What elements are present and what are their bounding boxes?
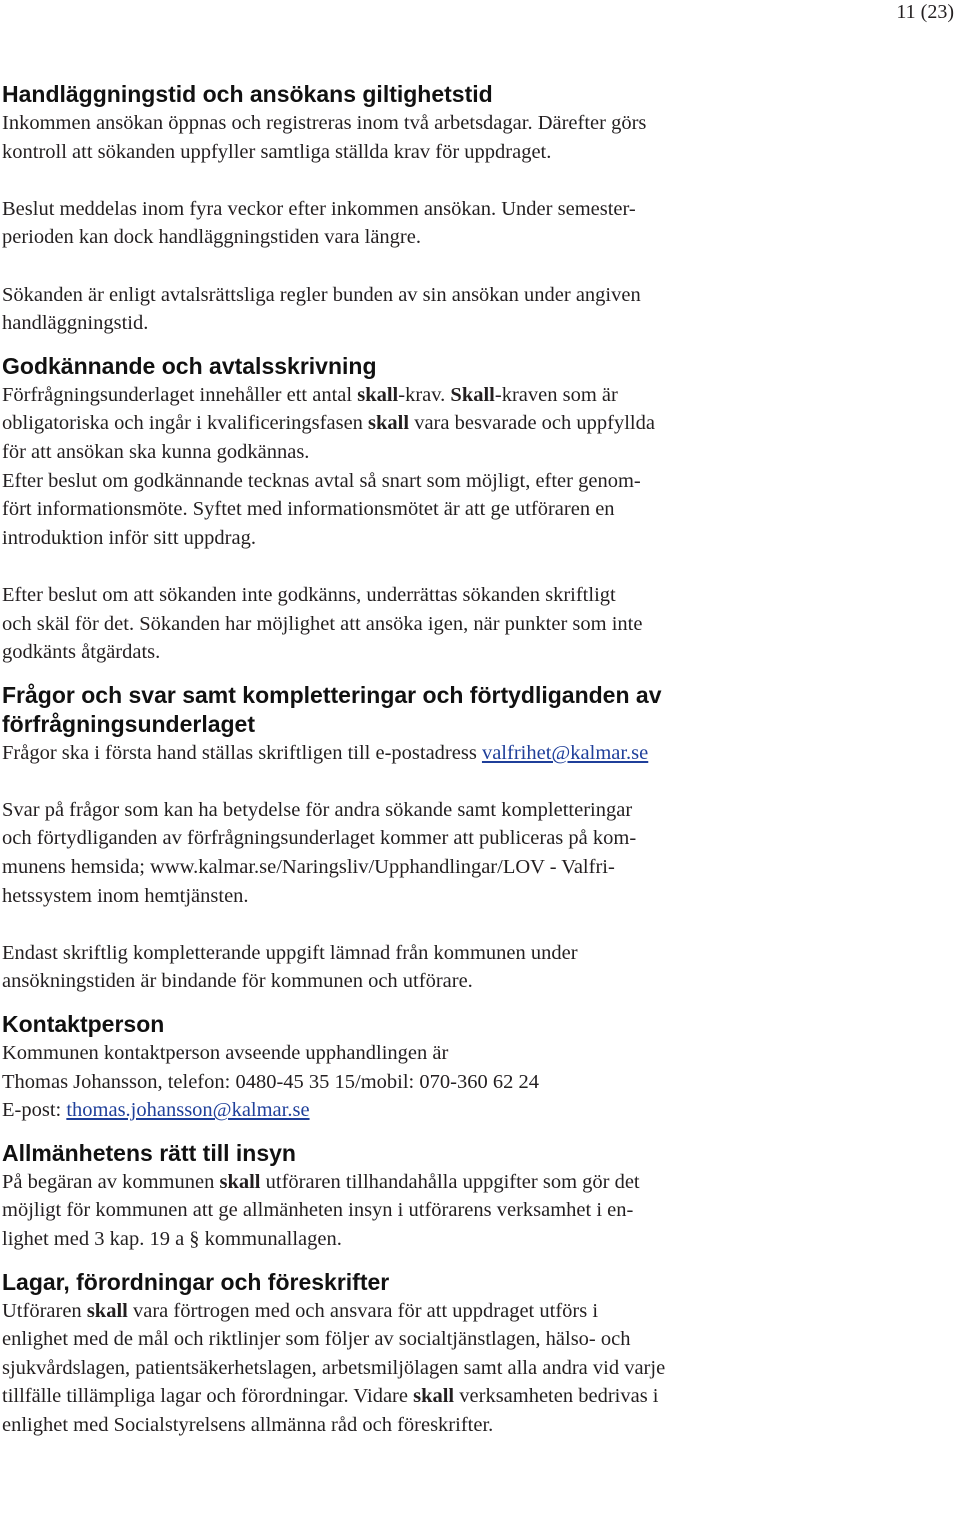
text-line: Thomas Johansson, telefon: 0480-45 35 15/mobil: 070-360 62 24 bbox=[2, 1070, 539, 1093]
text-fragment: utföraren tillhandahålla uppgifter som gör det bbox=[260, 1170, 640, 1193]
text-line: möjligt för kommunen att ge allmänheten insyn i utförarens verksamhet i en- bbox=[2, 1199, 634, 1222]
text-line: Inkommen ansökan öppnas och registreras inom två arbetsdagar. Därefter görs bbox=[2, 112, 647, 134]
text-line: lighet med 3 kap. 19 a § kommunallagen. bbox=[2, 1228, 342, 1250]
text-line: Kommunen kontaktperson avseende upphandlingen är bbox=[2, 1042, 449, 1065]
emphasis: Skall bbox=[450, 383, 495, 406]
text-fragment: Frågor ska i första hand ställas skriftligen till e-postadress bbox=[2, 741, 482, 764]
text-line: godkänts åtgärdats. bbox=[2, 641, 161, 664]
emphasis: skall bbox=[357, 383, 399, 406]
paragraph bbox=[2, 1297, 802, 1440]
paragraph bbox=[2, 195, 802, 252]
text-fragment: vara besvarade och uppfyllda bbox=[409, 412, 655, 435]
text-fragment: -krav. bbox=[398, 383, 451, 406]
section-heading-handlaggningstid: Handläggningstid och ansökans giltighetstid bbox=[2, 81, 493, 107]
emphasis: skall bbox=[413, 1385, 455, 1408]
text-line: och skäl för det. Sökanden har möjlighet att ansöka igen, när punkter som inte bbox=[2, 612, 643, 635]
section-heading-allmanhetens-insyn: Allmänhetens rätt till insyn bbox=[2, 1139, 296, 1166]
text-line: enlighet med de mål och riktlinjer som följer av socialtjänstlagen, hälso- och bbox=[2, 1328, 631, 1351]
paragraph bbox=[2, 109, 802, 166]
section-heading-kontaktperson: Kontaktperson bbox=[2, 1011, 165, 1038]
text-fragment: E-post: bbox=[2, 1099, 67, 1122]
text-line: för att ansökan ska kunna godkännas. bbox=[2, 440, 310, 463]
paragraph bbox=[2, 1039, 802, 1125]
text-line: Efter beslut om att sökanden inte godkänns, underrättas sökanden skriftligt bbox=[2, 583, 616, 606]
paragraph bbox=[2, 581, 802, 667]
text-line: kontroll att sökanden uppfyller samtliga ställda krav för uppdraget. bbox=[2, 140, 552, 163]
email-link-thomas-johansson[interactable]: thomas.johansson@kalmar.se bbox=[66, 1099, 310, 1122]
emphasis: skall bbox=[368, 412, 410, 435]
heading-line: Frågor och svar samt kompletteringar och förtydliganden av bbox=[2, 681, 662, 708]
text-line: Beslut meddelas inom fyra veckor efter inkommen ansökan. Under semester- bbox=[2, 197, 636, 220]
page-number: 11 (23) bbox=[896, 1, 954, 23]
text-line: hetssystem inom hemtjänsten. bbox=[2, 884, 249, 907]
text-line: introduktion inför sitt uppdrag. bbox=[2, 526, 256, 549]
paragraph bbox=[2, 281, 802, 338]
text-line: Endast skriftlig kompletterande uppgift lämnad från kommunen under bbox=[2, 941, 578, 964]
text-fragment: verksamheten bedrivas i bbox=[454, 1385, 659, 1408]
text-line: handläggningstid. bbox=[2, 312, 149, 335]
text-line: Efter beslut om godkännande tecknas avtal så snart som möjligt, efter genom- bbox=[2, 469, 641, 492]
text-line: Svar på frågor som kan ha betydelse för andra sökande samt kompletteringar bbox=[2, 798, 633, 821]
emphasis: skall bbox=[219, 1170, 261, 1193]
heading-line: förfrågningsunderlaget bbox=[2, 710, 256, 737]
text-line: ansökningstiden är bindande för kommunen och utförare. bbox=[2, 970, 473, 993]
text-line: Sökanden är enligt avtalsrättsliga regler bunden av sin ansökan under angiven bbox=[2, 283, 641, 306]
text-line: munens hemsida; www.kalmar.se/Naringsliv/Upphandlingar/LOV - Valfri- bbox=[2, 856, 615, 879]
text-fragment: Förfrågningsunderlaget innehåller ett antal bbox=[2, 383, 358, 406]
paragraph bbox=[2, 1168, 802, 1254]
text-line: perioden kan dock handläggningstiden vara längre. bbox=[2, 226, 421, 249]
text-line: fört informationsmöte. Syftet med informationsmötet är att ge utföraren en bbox=[2, 498, 615, 521]
text-fragment: -kraven som är bbox=[494, 383, 618, 406]
text-line: och förtydliganden av förfrågningsunderlaget kommer att publiceras på kom- bbox=[2, 827, 637, 850]
text-fragment: vara förtrogen med och ansvara för att uppdraget utförs i bbox=[127, 1299, 599, 1322]
section-heading-fragor-och-svar bbox=[2, 681, 802, 739]
paragraph bbox=[2, 796, 802, 910]
text-fragment: Utföraren bbox=[2, 1299, 87, 1322]
text-fragment: På begäran av kommunen bbox=[2, 1170, 220, 1193]
document-body bbox=[2, 80, 802, 1440]
paragraph bbox=[2, 381, 802, 553]
text-line: sjukvårdslagen, patientsäkerhetslagen, arbetsmiljölagen samt alla andra vid varje bbox=[2, 1356, 666, 1379]
section-heading-godkannande: Godkännande och avtalsskrivning bbox=[2, 352, 377, 379]
text-fragment: obligatoriska och ingår i kvalificeringsfasen bbox=[2, 412, 369, 435]
emphasis: skall bbox=[86, 1299, 128, 1322]
section-heading-lagar: Lagar, förordningar och föreskrifter bbox=[2, 1268, 390, 1295]
paragraph bbox=[2, 939, 802, 996]
email-link-valfrihet[interactable]: valfrihet@kalmar.se bbox=[481, 741, 649, 764]
text-line: enlighet med Socialstyrelsens allmänna råd och föreskrifter. bbox=[2, 1413, 494, 1436]
paragraph bbox=[2, 739, 802, 768]
text-fragment: tillfälle tillämpliga lagar och förordningar. Vidare bbox=[2, 1385, 414, 1408]
